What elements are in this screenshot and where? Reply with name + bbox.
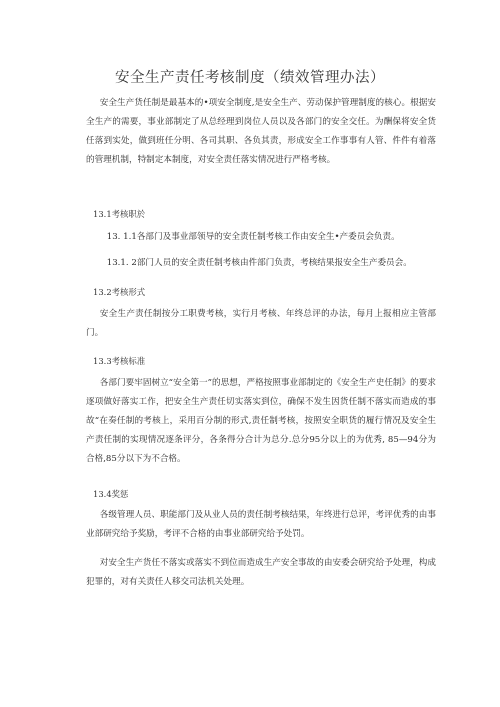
document-title: 安全生产责任考核制度（绩效管理办法） [115,70,385,86]
section-4-heading: 13.4奖惩 [93,489,129,499]
intro-paragraph: 安全生产货任制是最基本的•项安全制度,是安全生产、劳动保护管理制度的核心。根据安全生产的需要，事业部制定了从总经理到岗位人员以及各部门的安全交任。为酬保将安全货任落到实处，做到班任分明、各司其职、各负其责，形成安全工作事事有人管、件件有着落的管理机制，特制定本制度，对安全责任落实情况进行严格考核。 [86,98,436,165]
section-1-item-1: 13. 1.1各部门及事业部领导的安全责任制考核工作由安全生•产委员会负责。 [106,232,400,242]
section-3-heading: 13.3考核标准 [93,356,146,366]
section-2-text: 安全生产责任制按分工职费考核，实行月考核、年终总评的办法，每月上报相应主管部门。 [86,309,436,338]
section-2-heading: 13.2考核形式 [93,287,146,297]
section-4-text-1: 各级管理人员、职能部门及从业人员的责任制考核结果，年终进行总评，考评优秀的由事业部研究给予奖励，考评不合格的由事业部研究给予处罚。 [86,510,436,539]
section-1-item-2: 13.1. 2部门人员的安全责任制考核由件部门负责，考核结果报安全生产委员会。 [106,258,412,268]
section-4-text-2: 对安全生产货任不落实或落实不到位而造成生产安全事故的由安委会研究给予处理，构成犯罪的，对有关责任人移交司法机关处理。 [86,558,436,587]
section-1-heading: 13.1考核职於 [93,209,146,219]
section-3-text: 各部门要牢固树立“安全第一”的思想，严格按照事业部制定的《安全生产史任制》的要求逐项做好落实工作，把安全生产责任切实落实到位，确保不发生因货任制不落实而造成的事故“在奏任制的考核上，采用百分制的形式,责任制考核，按照安全职货的履行情况及安全生产责任制的实现情况逐条评分，各条得分合计为总分.总分95分以上的为优秀, 85—94分为合格,85分以下为不合格。 [86,378,436,464]
